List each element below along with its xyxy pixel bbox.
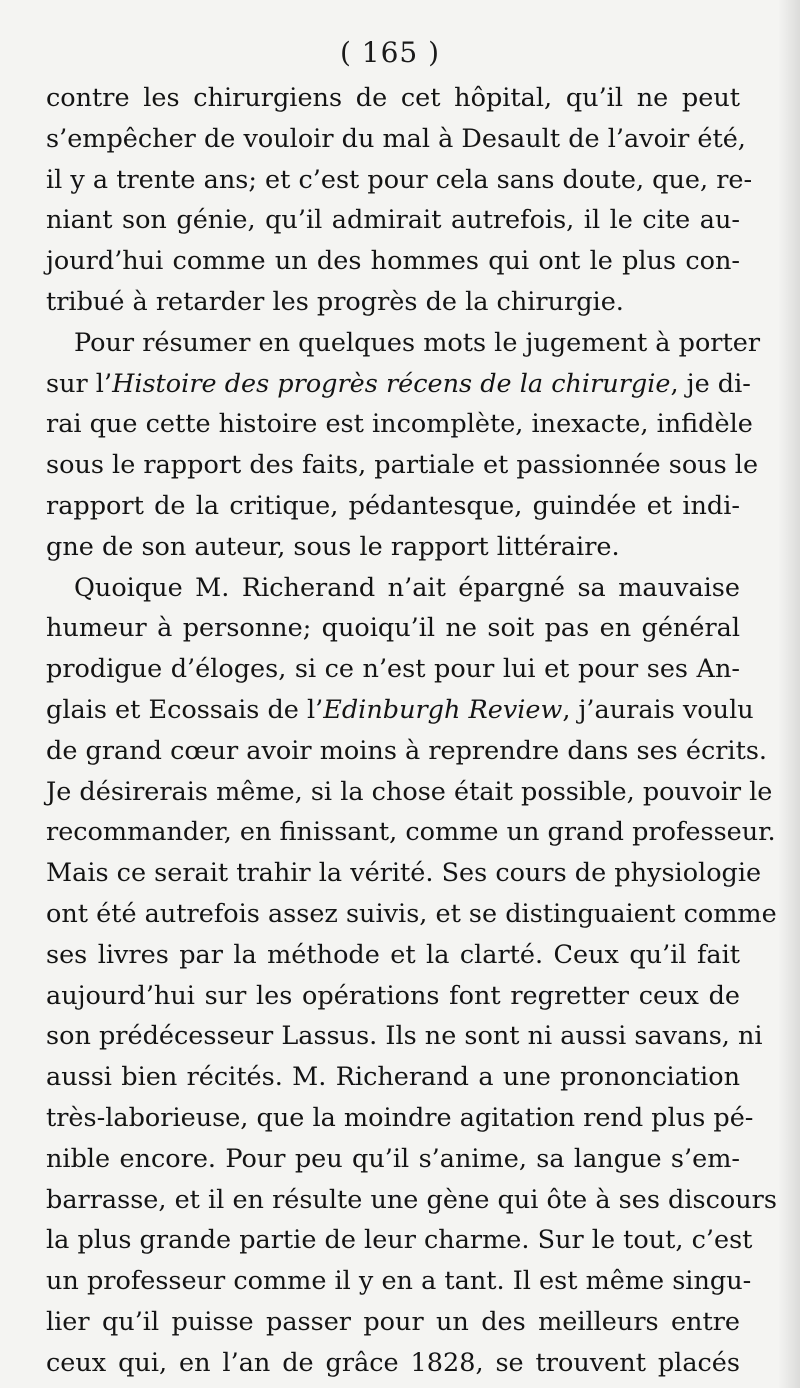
text-line: Mais ce serait trahir la vérité. Ses cours de physiologie [46, 858, 762, 889]
text-fragment: , je di- [670, 368, 751, 399]
text-line: Quoique M. Richerand n’ait épargné sa mauvaise [74, 572, 740, 603]
text-line: aujourd’hui sur les opérations font regretter ceux de [46, 980, 740, 1011]
text-line: nible encore. Pour peu qu’il s’anime, sa langue s’em- [46, 1143, 740, 1174]
text-line: niant son génie, qu’il admirait autrefois, il le cite au- [46, 205, 740, 236]
text-fragment: , j’aurais voulu [562, 694, 754, 725]
text-line: humeur à personne; quoiqu’il ne soit pas en général [46, 613, 740, 644]
text-line-with-title [46, 690, 754, 731]
text-line: Je désirerais même, si la chose était possible, pouvoir le [46, 776, 773, 807]
book-title: Histoire des progrès récens de la chirurgie [112, 368, 671, 399]
text-line: contre les chirurgiens de cet hôpital, qu’il ne peut [46, 83, 740, 113]
page-edge-shadow [778, 0, 800, 1388]
text-line: barrasse, et il en résulte une gène qui ôte à ses discours [46, 1184, 777, 1215]
paragraph-1 [46, 78, 753, 323]
text-line: prodigue d’éloges, si ce n’est pour lui et pour ses An- [46, 654, 740, 685]
text-line: gne de son auteur, sous le rapport littéraire. [46, 531, 620, 562]
text-line: Pour résumer en quelques mots le jugement à porter [74, 327, 761, 358]
text-line: rapport de la critique, pédantesque, guindée et indi- [46, 490, 740, 521]
text-line: lier qu’il puisse passer pour un des meilleurs entre [46, 1306, 740, 1337]
text-line: de grand cœur avoir moins à reprendre dans ses écrits. [46, 735, 768, 766]
text-line: il y a trente ans; et c’est pour cela sans doute, que, re- [46, 164, 753, 195]
text-line: aussi bien récités. M. Richerand a une prononciation [46, 1062, 740, 1093]
text-line: ceux qui, en l’an de grâce 1828, se trouvent placés [46, 1347, 740, 1378]
text-line: ses livres par la méthode et la clarté. Ceux qu’il fait [46, 939, 740, 970]
text-line: rai que cette histoire est incomplète, inexacte, infidèle [46, 409, 753, 440]
paragraph-2 [46, 323, 761, 568]
journal-title: Edinburgh Review [323, 694, 563, 725]
text-line-with-title [46, 364, 751, 405]
text-line: jourd’hui comme un des hommes qui ont le plus con- [46, 246, 740, 277]
text-line: s’empêcher de vouloir du mal à Desault de l’avoir été, [46, 123, 746, 154]
text-line: tribué à retarder les progrès de la chirurgie. [46, 286, 624, 317]
body-text [46, 78, 777, 1384]
text-line: sous le rapport des faits, partiale et passionnée sous le [46, 450, 759, 481]
page-number: ( 165 ) [339, 36, 441, 69]
text-line: ont été autrefois assez suivis, et se distinguaient comme [46, 898, 777, 929]
text-fragment: glais et Ecossais de l’ [46, 694, 324, 725]
text-line: la plus grande partie de leur charme. Sur le tout, c’est [46, 1225, 753, 1256]
text-line: son prédécesseur Lassus. Ils ne sont ni aussi savans, ni [46, 1021, 763, 1052]
text-line: recommander, en finissant, comme un grand professeur. [46, 817, 776, 848]
text-line: un professeur comme il y en a tant. Il est même singu- [46, 1266, 752, 1297]
text-fragment: sur l’ [46, 368, 113, 399]
paragraph-3 [46, 568, 777, 1384]
text-line: très-laborieuse, que la moindre agitation rend plus pé- [46, 1102, 754, 1133]
